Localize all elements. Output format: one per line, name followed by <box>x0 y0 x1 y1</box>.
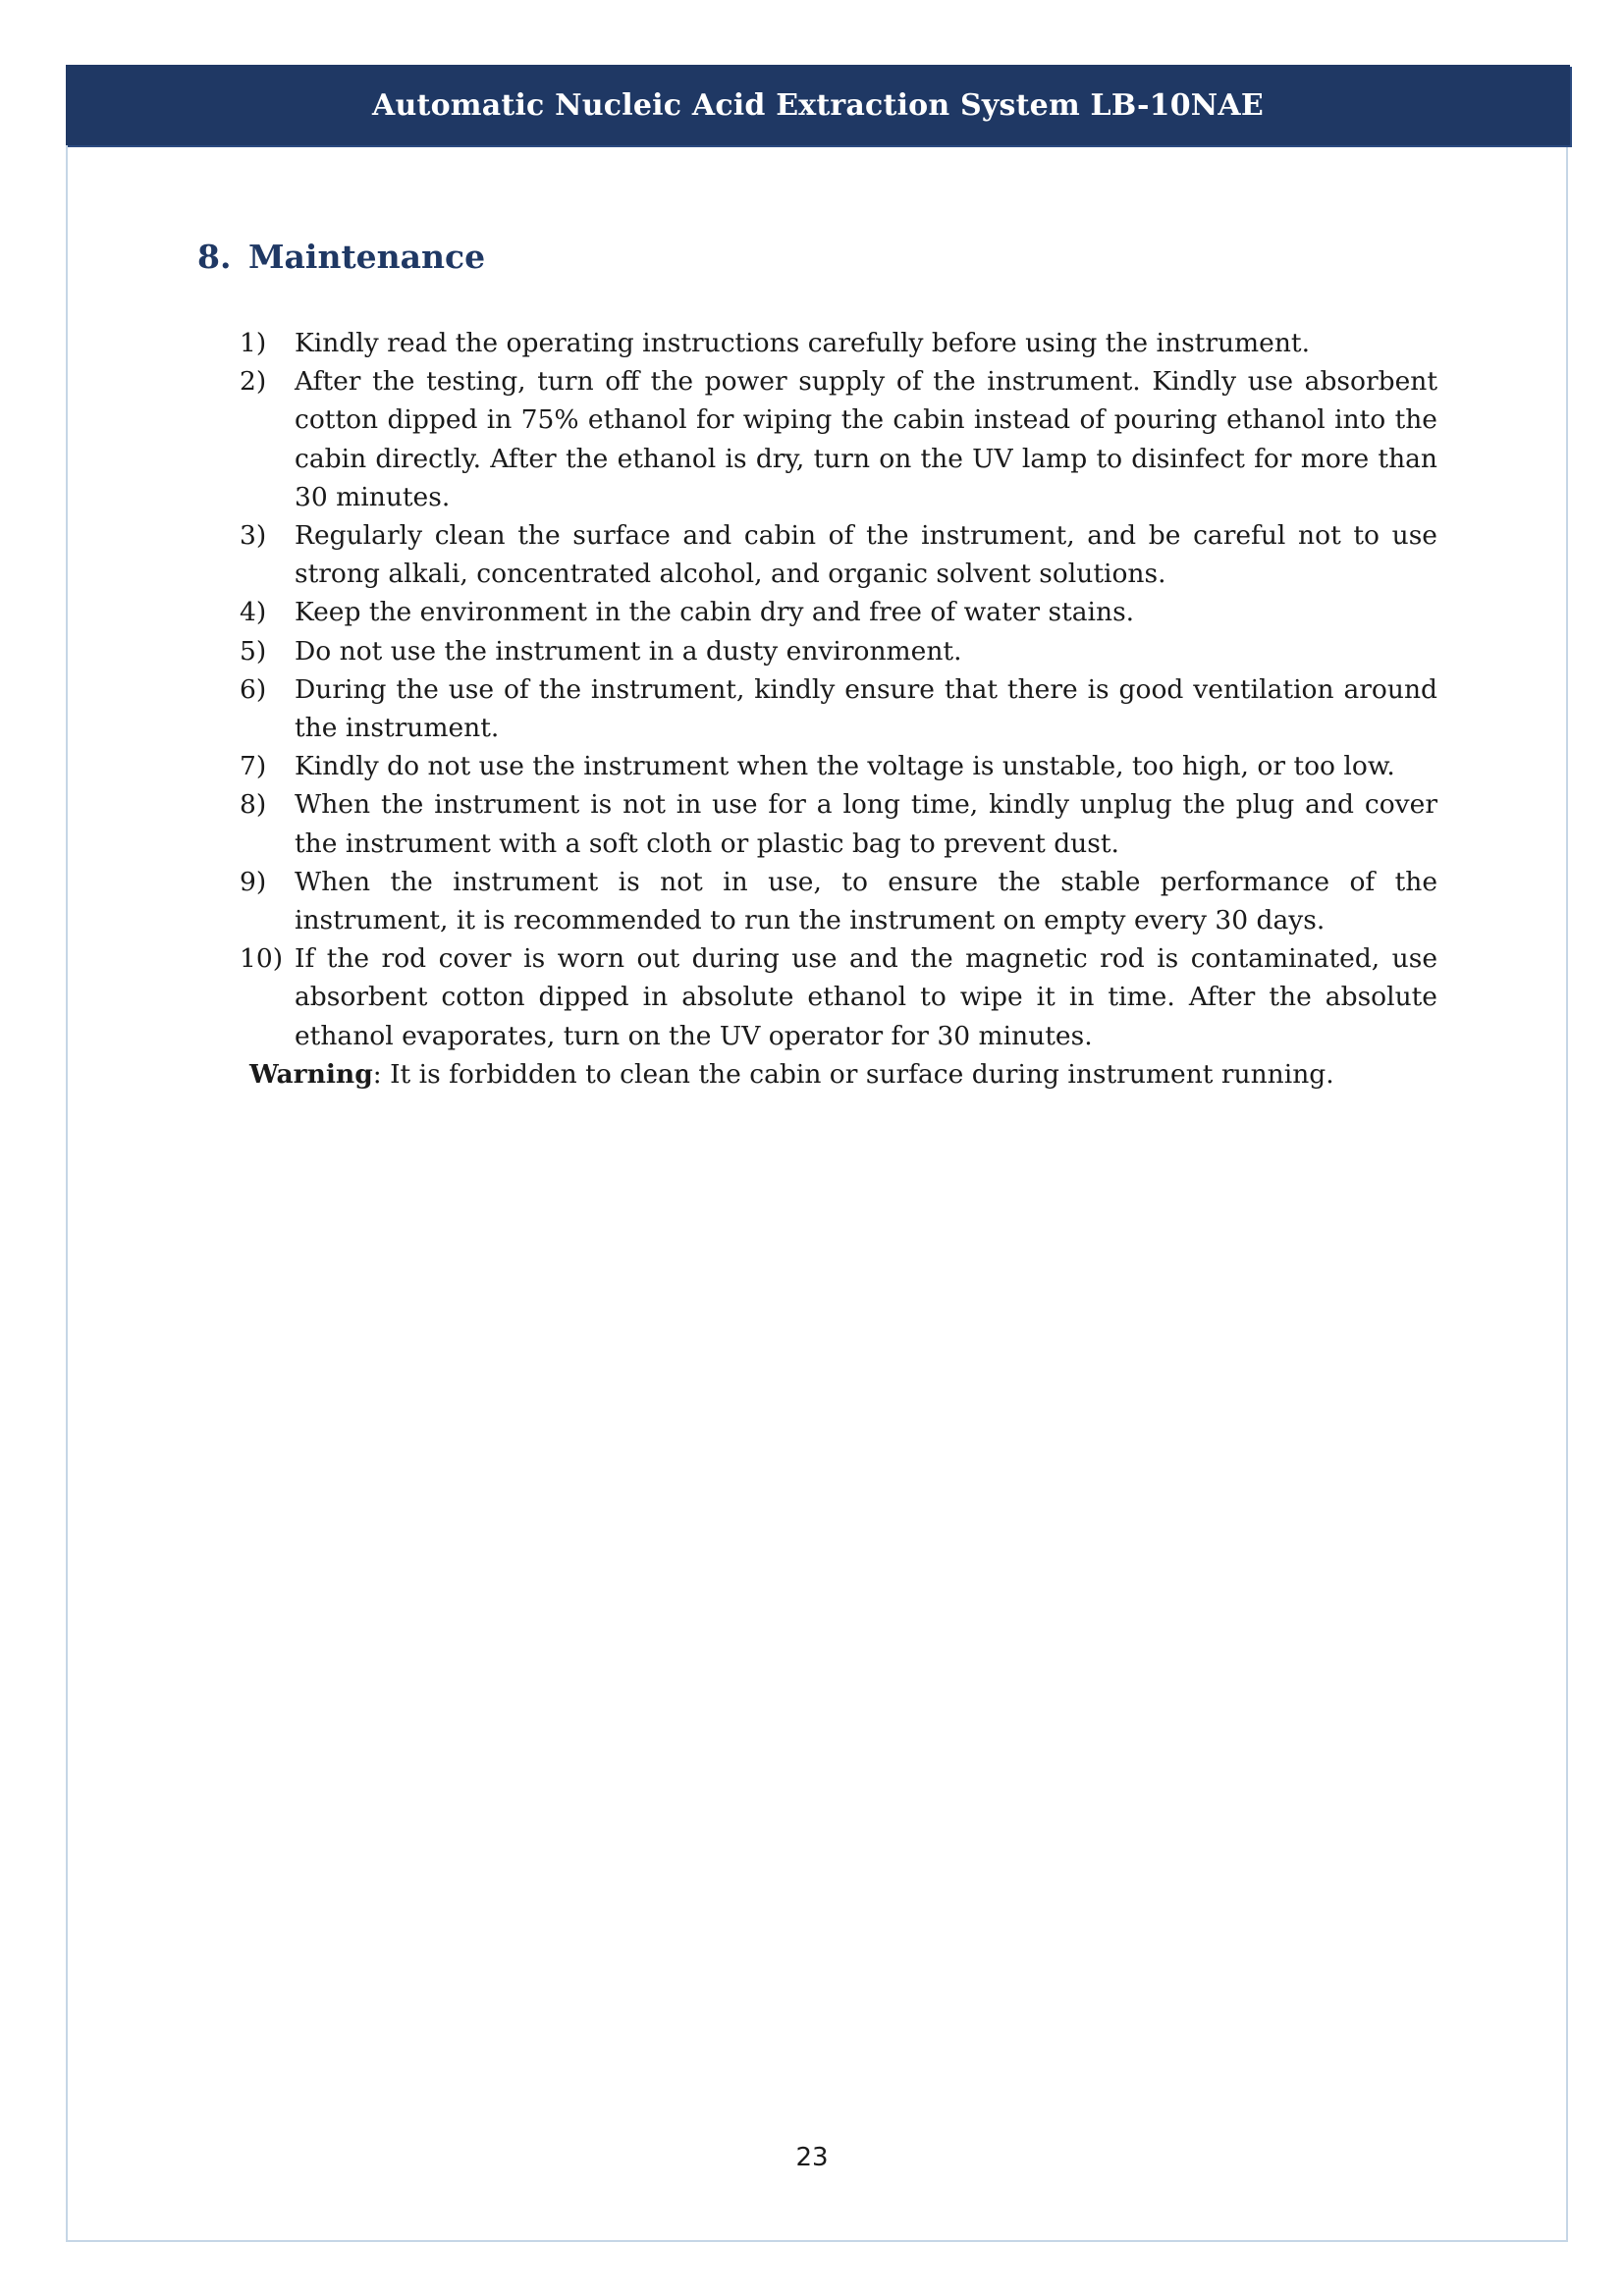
list-item-text: When the instrument is not in use for a long time, kindly unplug the plug and cover the instrument with a soft cloth or plastic bag to prevent dust. <box>295 789 1437 859</box>
list-item-text: Kindly read the operating instructions carefully before using the instrument. <box>295 328 1311 358</box>
maintenance-list <box>240 324 1437 1055</box>
list-item <box>240 747 1437 785</box>
page-number: 23 <box>795 2143 829 2172</box>
list-item <box>240 939 1437 1055</box>
list-item <box>240 632 1437 670</box>
section-heading <box>197 238 485 276</box>
list-item-text: After the testing, turn off the power supply of the instrument. Kindly use absorbent cotton dipped in 75% ethanol for wiping the cabin instead of pouring ethanol into the cabin directly. After the ethanol is dry, turn on the UV lamp to disinfect for more than 30 minutes. <box>295 366 1437 512</box>
list-item-number: 6) <box>240 673 267 705</box>
list-item <box>240 670 1437 747</box>
list-item <box>240 362 1437 516</box>
warning-text: : It is forbidden to clean the cabin or surface during instrument running. <box>372 1058 1334 1090</box>
list-item <box>240 863 1437 939</box>
list-item-text: Keep the environment in the cabin dry and free of water stains. <box>295 597 1135 628</box>
maintenance-content <box>240 324 1437 1094</box>
list-item-text: Kindly do not use the instrument when the voltage is unstable, too high, or too low. <box>295 751 1395 782</box>
list-item-text: During the use of the instrument, kindly ensure that there is good ventilation around the instrument. <box>295 673 1437 744</box>
header-banner <box>66 65 1570 145</box>
list-item-text: When the instrument is not in use, to ensure the stable performance of the instrument, it is recommended to run the instrument on empty every 30 days. <box>295 866 1437 936</box>
section-title: Maintenance <box>248 238 486 276</box>
list-item-text: Do not use the instrument in a dusty environment. <box>295 635 962 667</box>
list-item <box>240 593 1437 631</box>
section-number: 8. <box>197 238 232 276</box>
list-item <box>240 785 1437 862</box>
list-item <box>240 516 1437 593</box>
list-item-number: 1) <box>240 328 267 358</box>
document-title: Automatic Nucleic Acid Extraction System LB-10NAE <box>372 87 1264 123</box>
list-item-number: 10) <box>240 943 284 975</box>
list-item-number: 5) <box>240 635 267 667</box>
warning-label: Warning <box>249 1058 373 1090</box>
list-item-number: 8) <box>240 789 267 821</box>
list-item-number: 2) <box>240 366 267 398</box>
list-item-number: 4) <box>240 597 267 628</box>
list-item-number: 3) <box>240 520 267 552</box>
list-item-text: Regularly clean the surface and cabin of the instrument, and be careful not to use strong alkali, concentrated alcohol, and organic solvent solutions. <box>295 520 1437 590</box>
warning-note <box>240 1055 1437 1094</box>
list-item-number: 9) <box>240 866 267 897</box>
list-item-text: If the rod cover is worn out during use and the magnetic rod is contaminated, use absorbent cotton dipped in absolute ethanol to wipe it in time. After the absolute ethanol evaporates, turn on the UV operator for 30 minutes. <box>295 943 1437 1051</box>
list-item-number: 7) <box>240 751 267 782</box>
list-item <box>240 324 1437 362</box>
